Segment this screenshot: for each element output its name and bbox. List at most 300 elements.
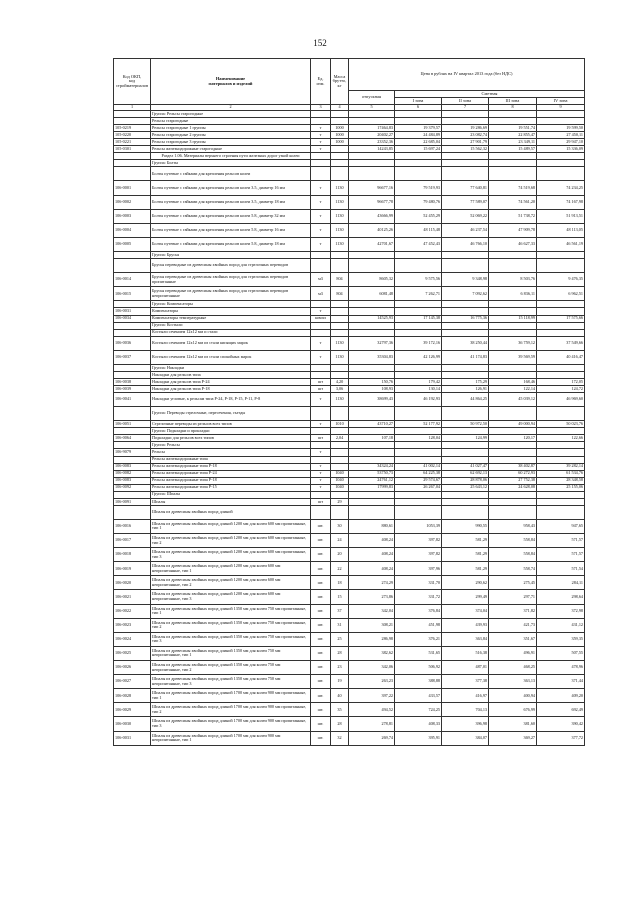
group-title: Группа: Костыли [151, 322, 311, 329]
cell-mass [331, 146, 349, 153]
cell-empty [331, 301, 349, 308]
cell-zone-2-price: 7 092,62 [442, 287, 489, 301]
cell-zone-1-price: 376,21 [395, 632, 442, 646]
cell-zone-1-price: 64 225,38 [395, 470, 442, 477]
cell-empty [442, 371, 489, 378]
cell-zone-2-price: 704,13 [442, 703, 489, 717]
cell-wholesale-price: 880,61 [349, 519, 395, 533]
cell-wholesale-price: 273,86 [349, 590, 395, 604]
cell-wholesale-price: 34324,24 [349, 463, 395, 470]
cell-code: 106-0091 [114, 498, 151, 505]
cell-zone-1-price: 506,92 [395, 661, 442, 675]
cell-empty [442, 364, 489, 371]
cell-wholesale-price: 43710,27 [349, 421, 395, 428]
cell-name: Шпалы из древесины хвойных пород длиной 1200 мм для колеи 600 мм пропитанные, тип 3 [151, 548, 311, 562]
header-name-title: Наименование [215, 75, 246, 81]
price-table [113, 58, 585, 746]
header-mass [331, 59, 349, 105]
cell-empty [349, 456, 395, 463]
cell-empty [537, 364, 585, 371]
cell-zone-2-price: 19 286,69 [442, 125, 489, 132]
cell-zone-4-price: 124,72 [537, 386, 585, 393]
cell-empty [331, 259, 349, 273]
cell-code: 106-0029 [114, 703, 151, 717]
cell-zone-4-price: 61 534,76 [537, 470, 585, 477]
cell-zone-2-price: 50 972,50 [442, 421, 489, 428]
cell-mass: 1130 [331, 223, 349, 237]
group-title: Группа: Накладки [151, 364, 311, 371]
subgroup-title: Накладки для рельсов типа [151, 371, 311, 378]
cell-wholesale-price: 14525,93 [349, 315, 395, 322]
cell-empty [442, 491, 489, 498]
cell-mass: 23 [331, 661, 349, 675]
group-row [114, 322, 585, 329]
cell-unit: т [311, 132, 331, 139]
cell-zone-2-price: 581,29 [442, 548, 489, 562]
table-row [114, 223, 585, 237]
cell-empty [442, 456, 489, 463]
cell-zone-2-price [442, 308, 489, 315]
header-wholesale: отпускная [349, 91, 395, 105]
header-price-title: Цена в рублях на IV квартал 2013 года (без НДС) [349, 59, 585, 91]
cell-zone-4-price: 122,66 [537, 435, 585, 442]
cell-zone-3-price: 558,74 [489, 562, 537, 576]
cell-empty [311, 252, 331, 259]
cell-wholesale-price: 263,23 [349, 675, 395, 689]
cell-zone-2-price: 16 775,36 [442, 315, 489, 322]
cell-empty [489, 364, 537, 371]
cell-empty [395, 160, 442, 167]
cell-zone-1-price [395, 449, 442, 456]
cell-zone-1-price: 397,82 [395, 548, 442, 562]
group-title: Группа: Шпалы [151, 491, 311, 498]
cell-mass: 1130 [331, 336, 349, 350]
group-row [114, 301, 585, 308]
table-row [114, 378, 585, 385]
cell-zone-3-price: 275,45 [489, 576, 537, 590]
cell-zone-3-price: 381,60 [489, 717, 537, 731]
cell-zone-1-price: 52 455,29 [395, 209, 442, 223]
cell-zone-2-price: 15 562,32 [442, 146, 489, 153]
cell-empty [331, 329, 349, 336]
cell-code: 105-0220 [114, 132, 151, 139]
cell-zone-2-price: 299,49 [442, 590, 489, 604]
cell-code: 105-0221 [114, 139, 151, 146]
cell-code: 106-0082 [114, 470, 151, 477]
cell-unit: т [311, 484, 331, 491]
cell-empty [349, 153, 395, 160]
cell-zone-3-price: 6 836,11 [489, 287, 537, 301]
cell-zone-4-price: 39 282,14 [537, 463, 585, 470]
cell-empty [489, 118, 537, 125]
header-estimate: Сметная [395, 91, 585, 98]
cell-empty [537, 111, 585, 118]
cell-wholesale-price: 23352,36 [349, 139, 395, 146]
cell-zone-1-price: 52 177,92 [395, 421, 442, 428]
cell-zone-3-price: 74 519,68 [489, 181, 537, 195]
group-row [114, 364, 585, 371]
group-row [114, 111, 585, 118]
cell-name: Костыли сечением 12х12 мм из стали спокойных марок [151, 350, 311, 364]
cell-empty [349, 428, 395, 435]
header-code [114, 59, 151, 105]
cell-code: 106-0017 [114, 534, 151, 548]
table-row [114, 675, 585, 689]
cell-empty [489, 301, 537, 308]
cell-unit: т [311, 195, 331, 209]
cell-wholesale-price: 278,81 [349, 717, 395, 731]
section-title: Раздел 1.06. Материалы верхнего строения пути железных дорог узкой колеи [151, 153, 311, 160]
subgroup-title: Брусья переводные из древесины хвойных пород для стрелочных переводов [151, 259, 311, 273]
cell-zone-2-price: 290,62 [442, 576, 489, 590]
cell-unit: шт [311, 378, 331, 385]
subgroup-row [114, 505, 585, 519]
cell-empty [311, 160, 331, 167]
cell-mass: 1040 [331, 477, 349, 484]
cell-wholesale-price: 269,74 [349, 731, 395, 745]
cell-code: 106-0037 [114, 350, 151, 364]
cell-empty [489, 167, 537, 181]
cell-zone-2-price: 77 640,81 [442, 181, 489, 195]
cell-empty [331, 428, 349, 435]
cell-unit: шт. [311, 534, 331, 548]
cell-zone-2-price: 126,91 [442, 386, 489, 393]
cell-code [114, 160, 151, 167]
cell-empty [395, 301, 442, 308]
cell-zone-1-price: 48 115,48 [395, 223, 442, 237]
cell-unit: шт [311, 386, 331, 393]
table-row [114, 181, 585, 195]
cell-zone-4-price: 25 155,06 [537, 484, 585, 491]
cell-code: 106-0021 [114, 590, 151, 604]
header-zone-1: I зона [395, 98, 442, 105]
cell-empty [331, 442, 349, 449]
table-row [114, 273, 585, 287]
cell-empty [349, 364, 395, 371]
table-row [114, 632, 585, 646]
cell-unit: шт. [311, 646, 331, 660]
cell-code: 106-0031 [114, 731, 151, 745]
cell-name: Рельсы железнодорожные типа Р-15 [151, 484, 311, 491]
cell-wholesale-price: 408,24 [349, 562, 395, 576]
table-row [114, 590, 585, 604]
cell-zone-4-price: 29 947,10 [537, 139, 585, 146]
cell-empty [331, 407, 349, 421]
header-name-sub: материалов и изделий [208, 80, 253, 86]
cell-code [114, 364, 151, 371]
cell-empty [442, 407, 489, 421]
cell-code [114, 456, 151, 463]
cell-empty [395, 111, 442, 118]
cell-code [114, 322, 151, 329]
cell-name: Шпалы из древесины хвойных пород длиной 1350 мм для колеи 750 мм пропитанные, тип 2 [151, 618, 311, 632]
cell-zone-3-price: 168,46 [489, 378, 537, 385]
cell-empty [395, 407, 442, 421]
cell-zone-3-price: 297,71 [489, 590, 537, 604]
cell-empty [349, 505, 395, 519]
cell-code: 106-0064 [114, 435, 151, 442]
cell-zone-3-price: 400,94 [489, 689, 537, 703]
cell-zone-1-price: 1053,39 [395, 519, 442, 533]
cell-code [114, 301, 151, 308]
subgroup-title: Рельсы железнодорожные типа [151, 456, 311, 463]
cell-empty [311, 322, 331, 329]
table-row [114, 146, 585, 153]
cell-wholesale-price: 107,18 [349, 435, 395, 442]
cell-zone-2-price: 363,84 [442, 632, 489, 646]
cell-zone-3-price: 24 628,08 [489, 484, 537, 491]
cell-unit: шт. [311, 717, 331, 731]
cell-zone-4-price: 15 336,09 [537, 146, 585, 153]
subgroup-row [114, 456, 585, 463]
table-row [114, 618, 585, 632]
colnum: 4 [331, 105, 349, 111]
cell-mass: 37 [331, 604, 349, 618]
cell-zone-2-price: 52 069,22 [442, 209, 489, 223]
cell-empty [395, 364, 442, 371]
cell-empty [537, 322, 585, 329]
cell-empty [331, 118, 349, 125]
cell-mass: 1130 [331, 181, 349, 195]
cell-mass: 1010 [331, 421, 349, 428]
cell-zone-4-price: 409,20 [537, 689, 585, 703]
cell-empty [395, 167, 442, 181]
cell-code: 106-0020 [114, 576, 151, 590]
cell-mass [331, 463, 349, 470]
header-unit-sub: изм. [316, 80, 325, 86]
cell-zone-4-price: 507,55 [537, 646, 585, 660]
cell-unit: т [311, 470, 331, 477]
cell-empty [537, 505, 585, 519]
header-code-sub: код [128, 78, 136, 84]
cell-unit: т [311, 139, 331, 146]
cell-zone-4-price: 28 348,58 [537, 477, 585, 484]
cell-zone-1-price: 39 172,16 [395, 336, 442, 350]
cell-empty [349, 111, 395, 118]
cell-unit: т [311, 449, 331, 456]
cell-name: Подкладки для рельсов всех типов [151, 435, 311, 442]
cell-code: 106-0092 [114, 484, 151, 491]
cell-code: 106-0038 [114, 378, 151, 385]
cell-mass: 29 [331, 498, 349, 505]
group-row [114, 442, 585, 449]
cell-empty [331, 160, 349, 167]
cell-zone-4-price: 9 476,35 [537, 273, 585, 287]
cell-zone-3-price: 45 039,12 [489, 393, 537, 407]
cell-mass: 4,20 [331, 378, 349, 385]
cell-zone-2-price: 41 027,47 [442, 463, 489, 470]
table-row [114, 562, 585, 576]
cell-mass: 20 [331, 548, 349, 562]
cell-empty [349, 371, 395, 378]
cell-name: Накладки для рельсов типа Р-24 [151, 378, 311, 385]
table-row [114, 139, 585, 146]
table-row [114, 604, 585, 618]
cell-zone-4-price: 27 450,11 [537, 132, 585, 139]
cell-code: 106-0036 [114, 336, 151, 350]
cell-empty [489, 407, 537, 421]
cell-wholesale-price: 408,24 [349, 534, 395, 548]
cell-zone-4-price: 947,65 [537, 519, 585, 533]
cell-empty [311, 118, 331, 125]
header-name [151, 59, 311, 105]
cell-zone-3-price: 27 752,38 [489, 477, 537, 484]
cell-zone-1-price: 451,98 [395, 618, 442, 632]
group-row [114, 491, 585, 498]
cell-zone-1-price: 128,04 [395, 435, 442, 442]
cell-unit: шт. [311, 632, 331, 646]
cell-wholesale-price: 342,04 [349, 604, 395, 618]
cell-code: 106-0002 [114, 195, 151, 209]
cell-zone-2-price: 9 348,98 [442, 273, 489, 287]
cell-code: 106-0024 [114, 632, 151, 646]
cell-wholesale-price: 8605,32 [349, 273, 395, 287]
cell-zone-2-price: 396,98 [442, 717, 489, 731]
cell-unit: шт. [311, 590, 331, 604]
cell-zone-3-price: 676,99 [489, 703, 537, 717]
table-row [114, 209, 585, 223]
cell-name: Брусья переводные из древесины хвойных пород для стрелочных переводов непропитанные [151, 287, 311, 301]
table-row [114, 287, 585, 301]
cell-zone-1-price: 29 574,67 [395, 477, 442, 484]
cell-wholesale-price: 38699,43 [349, 393, 395, 407]
cell-wholesale-price [349, 449, 395, 456]
cell-empty [349, 442, 395, 449]
cell-empty [311, 442, 331, 449]
cell-code: 106-0039 [114, 386, 151, 393]
cell-mass: 40 [331, 689, 349, 703]
cell-zone-3-price: 958,43 [489, 519, 537, 533]
group-row [114, 252, 585, 259]
cell-empty [489, 371, 537, 378]
cell-zone-1-price: 79 519,93 [395, 181, 442, 195]
cell-empty [537, 160, 585, 167]
cell-unit: м3 [311, 273, 331, 287]
cell-wholesale-price: 286,98 [349, 632, 395, 646]
cell-unit: шт. [311, 548, 331, 562]
header-code-sub2: стройматериалов [115, 82, 149, 88]
table-row [114, 689, 585, 703]
colnum: 8 [489, 105, 537, 111]
cell-zone-4-price: 46 561,19 [537, 237, 585, 251]
table-row [114, 386, 585, 393]
cell-zone-4-price: 37 549,66 [537, 336, 585, 350]
cell-zone-4-price: 571,54 [537, 562, 585, 576]
cell-zone-3-price: 351,67 [489, 632, 537, 646]
cell-code: 106-9079 [114, 449, 151, 456]
cell-code [114, 153, 151, 160]
cell-zone-3-price: 496,91 [489, 646, 537, 660]
cell-zone-3-price: 15 489,57 [489, 146, 537, 153]
cell-name: Шпалы из древесины хвойных пород длиной 1700 мм для колеи 900 мм пропитанные, тип 2 [151, 703, 311, 717]
cell-zone-4-price: 17 575,66 [537, 315, 585, 322]
cell-empty [537, 428, 585, 435]
cell-empty [489, 322, 537, 329]
cell-mass: 2,04 [331, 435, 349, 442]
cell-zone-1-price: 408,33 [395, 717, 442, 731]
group-title: Группа: Рельсы старогодные [151, 111, 311, 118]
cell-code: 106-0016 [114, 519, 151, 533]
cell-zone-3-price: 22 855,47 [489, 132, 537, 139]
cell-wholesale-price: 32797,36 [349, 336, 395, 350]
cell-zone-4-price: 48 113,05 [537, 223, 585, 237]
cell-code: 106-0018 [114, 548, 151, 562]
header-mass-sub: брутто, [332, 78, 347, 84]
cell-zone-2-price: 581,29 [442, 562, 489, 576]
cell-mass: 19 [331, 675, 349, 689]
cell-wholesale-price: 35304,83 [349, 350, 395, 364]
cell-empty [331, 371, 349, 378]
cell-code: 106-0004 [114, 223, 151, 237]
cell-empty [489, 259, 537, 273]
cell-mass: 1000 [331, 125, 349, 132]
cell-empty [349, 118, 395, 125]
cell-empty [395, 252, 442, 259]
cell-name: Шпалы из древесины хвойных пород длиной 1350 мм для колеи 750 мм непропитанные, тип 2 [151, 661, 311, 675]
cell-wholesale-price: 17999,83 [349, 484, 395, 491]
cell-code [114, 252, 151, 259]
cell-empty [331, 252, 349, 259]
cell-name: Накладки для рельсов типа Р-18 [151, 386, 311, 393]
colnum: 1 [114, 105, 151, 111]
cell-zone-2-price: 377,38 [442, 675, 489, 689]
cell-zone-2-price: 416,97 [442, 689, 489, 703]
table-row [114, 477, 585, 484]
cell-code: 106-0001 [114, 181, 151, 195]
cell-wholesale-price: 24761,12 [349, 477, 395, 484]
cell-zone-1-price: 433,57 [395, 689, 442, 703]
cell-zone-4-price: 692,49 [537, 703, 585, 717]
cell-name: Рельсы железнодорожные типа Р-24 [151, 470, 311, 477]
table-row [114, 125, 585, 132]
cell-zone-3-price: 120,17 [489, 435, 537, 442]
cell-mass: 28 [331, 646, 349, 660]
cell-unit: т [311, 209, 331, 223]
cell-zone-3-price: 558,84 [489, 548, 537, 562]
cell-mass: 22 [331, 562, 349, 576]
cell-empty [395, 371, 442, 378]
cell-unit: шт. [311, 703, 331, 717]
colnum: 6 [395, 105, 442, 111]
cell-empty [442, 111, 489, 118]
cell-zone-3-price: 38 402,87 [489, 463, 537, 470]
cell-empty [442, 442, 489, 449]
cell-wholesale-price [349, 308, 395, 315]
cell-empty [442, 153, 489, 160]
cell-zone-3-price: 60 272,93 [489, 470, 537, 477]
cell-wholesale-price: 108,93 [349, 386, 395, 393]
cell-mass: 804 [331, 273, 349, 287]
cell-code [114, 111, 151, 118]
cell-zone-2-price [442, 449, 489, 456]
table-row [114, 237, 585, 251]
cell-code: 106-0083 [114, 477, 151, 484]
colnum: 2 [151, 105, 311, 111]
cell-name: Рельсы старогодные 1 группы [151, 125, 311, 132]
cell-empty [311, 456, 331, 463]
cell-empty [442, 160, 489, 167]
cell-unit: шт. [311, 731, 331, 745]
cell-code: 105-0301 [114, 146, 151, 153]
group-title: Группа: Компенсаторы [151, 301, 311, 308]
cell-zone-2-price: 175,29 [442, 378, 489, 385]
header-code-title: Код ОКП, [122, 73, 142, 79]
cell-name: Рельсы железнодорожные старогодные [151, 146, 311, 153]
cell-zone-4-price: 74 234,25 [537, 181, 585, 195]
cell-mass [331, 315, 349, 322]
cell-name: Шпалы из древесины хвойных пород длиной 1200 мм для колеи 600 мм непропитанные, тип 3 [151, 590, 311, 604]
group-title: Группа: Переводы стрелочные, пересечения, съезды [151, 407, 311, 421]
